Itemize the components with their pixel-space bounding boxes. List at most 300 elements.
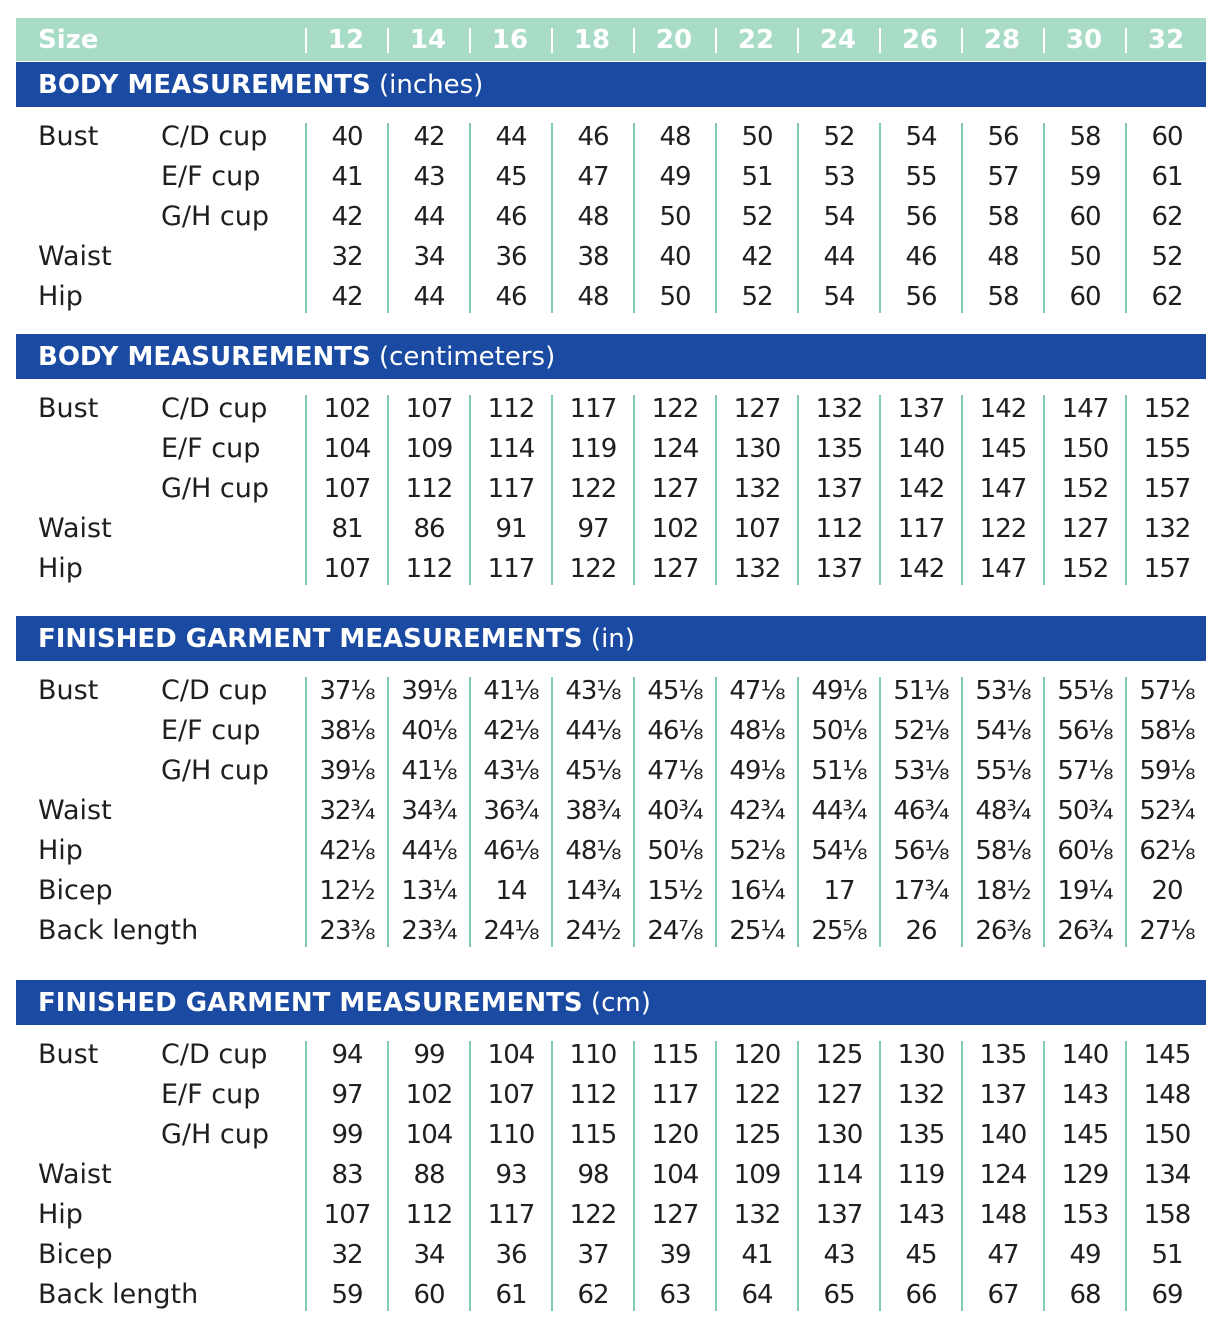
row-label: Waist: [38, 513, 112, 544]
table-cell: 115: [651, 1040, 699, 1070]
table-cell: 48⅛: [729, 716, 785, 746]
table-cell: 51: [741, 162, 773, 192]
table-cell: 25¼: [729, 916, 785, 946]
table-cell: 37: [577, 1240, 609, 1270]
table-cell: 66: [905, 1280, 937, 1310]
table-cell: 112: [569, 1080, 617, 1110]
table-cell: 130: [815, 1120, 863, 1150]
table-cell: 20: [1151, 876, 1183, 906]
table-cell: 97: [331, 1080, 363, 1110]
table-cell: 49: [1069, 1240, 1101, 1270]
row-label: Waist: [38, 795, 112, 826]
table-cell: 137: [979, 1080, 1027, 1110]
table-cell: 132: [733, 474, 781, 504]
table-cell: 12½: [319, 876, 375, 906]
size-separator: [1043, 28, 1045, 53]
table-cell: 122: [733, 1080, 781, 1110]
size-26: 26: [901, 25, 939, 55]
table-cell: 52: [741, 202, 773, 232]
table-cell: 61: [495, 1280, 527, 1310]
section-title-bold: BODY MEASUREMENTS: [38, 70, 371, 100]
table-cell: 59: [331, 1280, 363, 1310]
table-cell: 49⅛: [729, 756, 785, 786]
section-title-unit: (centimeters): [378, 342, 556, 372]
row-sublabel: E/F cup: [161, 161, 261, 192]
table-cell: 17¾: [893, 876, 949, 906]
table-cell: 69: [1151, 1280, 1183, 1310]
table-cell: 117: [487, 554, 535, 584]
table-cell: 46¾: [893, 796, 949, 826]
size-18: 18: [573, 25, 611, 55]
row-label: Hip: [38, 281, 83, 312]
table-cell: 148: [1143, 1080, 1191, 1110]
table-cell: 134: [1143, 1160, 1191, 1190]
table-cell: 44: [823, 242, 855, 272]
table-cell: 119: [569, 434, 617, 464]
table-cell: 62⅛: [1139, 836, 1195, 866]
table-cell: 122: [979, 514, 1027, 544]
section-title: [38, 70, 483, 100]
table-cell: 152: [1061, 554, 1109, 584]
table-cell: 119: [897, 1160, 945, 1190]
table-cell: 55⅛: [975, 756, 1031, 786]
table-cell: 50: [659, 282, 691, 312]
table-cell: 41⅛: [401, 756, 457, 786]
table-cell: 127: [815, 1080, 863, 1110]
table-cell: 53: [823, 162, 855, 192]
table-cell: 54: [905, 122, 937, 152]
size-separator: [879, 28, 881, 53]
table-cell: 41: [331, 162, 363, 192]
table-cell: 14¾: [565, 876, 621, 906]
table-cell: 132: [1143, 514, 1191, 544]
table-cell: 60: [1069, 282, 1101, 312]
table-cell: 52: [823, 122, 855, 152]
table-cell: 157: [1143, 554, 1191, 584]
table-cell: 42: [331, 202, 363, 232]
table-cell: 13¼: [401, 876, 457, 906]
table-cell: 155: [1143, 434, 1191, 464]
table-cell: 43: [413, 162, 445, 192]
size-16: 16: [491, 25, 529, 55]
row-sublabel: C/D cup: [161, 393, 268, 424]
size-28: 28: [983, 25, 1021, 55]
table-cell: 132: [815, 394, 863, 424]
table-cell: 56⅛: [1057, 716, 1113, 746]
table-cell: 110: [569, 1040, 617, 1070]
table-cell: 150: [1143, 1120, 1191, 1150]
table-cell: 46: [577, 122, 609, 152]
table-cell: 99: [331, 1120, 363, 1150]
table-cell: 107: [323, 1200, 371, 1230]
table-cell: 47: [577, 162, 609, 192]
table-cell: 60: [1151, 122, 1183, 152]
table-cell: 102: [651, 514, 699, 544]
table-cell: 150: [1061, 434, 1109, 464]
table-cell: 52: [1151, 242, 1183, 272]
row-sublabel: G/H cup: [161, 755, 269, 786]
table-cell: 63: [659, 1280, 691, 1310]
table-cell: 60⅛: [1057, 836, 1113, 866]
table-cell: 130: [733, 434, 781, 464]
table-cell: 115: [569, 1120, 617, 1150]
table-cell: 54: [823, 282, 855, 312]
table-cell: 135: [897, 1120, 945, 1150]
table-cell: 24⅞: [647, 916, 703, 946]
table-cell: 83: [331, 1160, 363, 1190]
section-title-unit: (in): [590, 624, 635, 654]
table-cell: 153: [1061, 1200, 1109, 1230]
table-cell: 125: [733, 1120, 781, 1150]
table-cell: 14: [495, 876, 527, 906]
table-cell: 58⅛: [1139, 716, 1195, 746]
table-cell: 19¼: [1057, 876, 1113, 906]
table-cell: 107: [405, 394, 453, 424]
table-cell: 53⅛: [975, 676, 1031, 706]
table-cell: 17: [823, 876, 855, 906]
table-cell: 117: [487, 1200, 535, 1230]
table-cell: 23¾: [401, 916, 457, 946]
table-cell: 147: [1061, 394, 1109, 424]
table-cell: 127: [651, 554, 699, 584]
table-cell: 56: [905, 282, 937, 312]
table-cell: 65: [823, 1280, 855, 1310]
table-cell: 60: [413, 1280, 445, 1310]
table-cell: 122: [569, 1200, 617, 1230]
table-cell: 91: [495, 514, 527, 544]
table-cell: 52: [741, 282, 773, 312]
table-cell: 114: [487, 434, 535, 464]
table-cell: 27⅛: [1139, 916, 1195, 946]
table-cell: 127: [651, 1200, 699, 1230]
size-24: 24: [819, 25, 857, 55]
table-cell: 122: [651, 394, 699, 424]
table-cell: 45: [905, 1240, 937, 1270]
table-cell: 86: [413, 514, 445, 544]
size-separator: [387, 28, 389, 53]
row-sublabel: G/H cup: [161, 201, 269, 232]
row-label: Bust: [38, 121, 99, 152]
table-cell: 62: [577, 1280, 609, 1310]
table-cell: 145: [1061, 1120, 1109, 1150]
table-cell: 42: [331, 282, 363, 312]
table-cell: 124: [651, 434, 699, 464]
table-cell: 18½: [975, 876, 1031, 906]
row-label: Waist: [38, 1159, 112, 1190]
table-cell: 52¾: [1139, 796, 1195, 826]
table-cell: 99: [413, 1040, 445, 1070]
table-cell: 104: [651, 1160, 699, 1190]
table-cell: 42: [413, 122, 445, 152]
table-cell: 36: [495, 1240, 527, 1270]
table-cell: 137: [815, 1200, 863, 1230]
table-cell: 23⅜: [319, 916, 375, 946]
size-22: 22: [737, 25, 775, 55]
table-cell: 109: [405, 434, 453, 464]
table-cell: 127: [733, 394, 781, 424]
table-cell: 145: [979, 434, 1027, 464]
table-cell: 53⅛: [893, 756, 949, 786]
row-label: Waist: [38, 241, 112, 272]
table-cell: 124: [979, 1160, 1027, 1190]
row-sublabel: G/H cup: [161, 473, 269, 504]
table-cell: 104: [405, 1120, 453, 1150]
table-cell: 57⅛: [1139, 676, 1195, 706]
table-cell: 44¾: [811, 796, 867, 826]
row-sublabel: C/D cup: [161, 121, 268, 152]
table-cell: 142: [979, 394, 1027, 424]
table-cell: 127: [651, 474, 699, 504]
table-cell: 127: [1061, 514, 1109, 544]
size-32: 32: [1147, 25, 1185, 55]
section-title: [38, 988, 651, 1018]
table-cell: 38: [577, 242, 609, 272]
table-cell: 104: [323, 434, 371, 464]
table-cell: 50⅛: [811, 716, 867, 746]
size-separator: [469, 28, 471, 53]
table-cell: 132: [733, 1200, 781, 1230]
section-title: [38, 342, 555, 372]
size-20: 20: [655, 25, 693, 55]
table-cell: 58⅛: [975, 836, 1031, 866]
table-cell: 137: [815, 474, 863, 504]
table-cell: 40¾: [647, 796, 703, 826]
table-cell: 36¾: [483, 796, 539, 826]
table-cell: 140: [1061, 1040, 1109, 1070]
table-cell: 32: [331, 242, 363, 272]
table-cell: 50⅛: [647, 836, 703, 866]
table-cell: 102: [323, 394, 371, 424]
table-cell: 50¾: [1057, 796, 1113, 826]
table-cell: 50: [659, 202, 691, 232]
table-cell: 107: [323, 474, 371, 504]
table-cell: 15½: [647, 876, 703, 906]
table-cell: 58: [987, 202, 1019, 232]
table-cell: 117: [569, 394, 617, 424]
table-cell: 107: [487, 1080, 535, 1110]
table-cell: 132: [733, 554, 781, 584]
table-cell: 46⅛: [483, 836, 539, 866]
table-cell: 62: [1151, 202, 1183, 232]
table-cell: 42: [741, 242, 773, 272]
table-cell: 112: [405, 474, 453, 504]
section-header-2: [16, 616, 1206, 661]
table-cell: 34¾: [401, 796, 457, 826]
row-label: Bust: [38, 675, 99, 706]
table-cell: 42⅛: [319, 836, 375, 866]
table-cell: 140: [897, 434, 945, 464]
row-sublabel: G/H cup: [161, 1119, 269, 1150]
table-cell: 42⅛: [483, 716, 539, 746]
table-cell: 55⅛: [1057, 676, 1113, 706]
table-cell: 114: [815, 1160, 863, 1190]
row-label: Hip: [38, 553, 83, 584]
table-cell: 112: [487, 394, 535, 424]
table-cell: 158: [1143, 1200, 1191, 1230]
table-cell: 46⅛: [647, 716, 703, 746]
table-cell: 32: [331, 1240, 363, 1270]
table-cell: 143: [1061, 1080, 1109, 1110]
table-cell: 26¾: [1057, 916, 1113, 946]
table-cell: 59⅛: [1139, 756, 1195, 786]
row-sublabel: E/F cup: [161, 1079, 261, 1110]
size-separator: [305, 28, 307, 53]
section-header-1: [16, 334, 1206, 379]
table-cell: 56⅛: [893, 836, 949, 866]
table-cell: 102: [405, 1080, 453, 1110]
table-cell: 125: [815, 1040, 863, 1070]
table-cell: 107: [323, 554, 371, 584]
table-cell: 42¾: [729, 796, 785, 826]
section-title: [38, 624, 635, 654]
table-cell: 48⅛: [565, 836, 621, 866]
table-cell: 112: [405, 1200, 453, 1230]
table-cell: 39: [659, 1240, 691, 1270]
table-cell: 157: [1143, 474, 1191, 504]
size-separator: [633, 28, 635, 53]
table-cell: 38¾: [565, 796, 621, 826]
table-cell: 81: [331, 514, 363, 544]
table-cell: 45: [495, 162, 527, 192]
table-cell: 56: [905, 202, 937, 232]
size-separator: [797, 28, 799, 53]
table-cell: 36: [495, 242, 527, 272]
table-cell: 147: [979, 474, 1027, 504]
table-cell: 44⅛: [565, 716, 621, 746]
table-cell: 44: [413, 202, 445, 232]
table-cell: 54⅛: [975, 716, 1031, 746]
table-cell: 117: [897, 514, 945, 544]
table-cell: 57: [987, 162, 1019, 192]
table-cell: 137: [815, 554, 863, 584]
table-cell: 88: [413, 1160, 445, 1190]
table-cell: 57⅛: [1057, 756, 1113, 786]
table-cell: 143: [897, 1200, 945, 1230]
table-cell: 122: [569, 554, 617, 584]
table-cell: 104: [487, 1040, 535, 1070]
table-cell: 122: [569, 474, 617, 504]
section-title-bold: FINISHED GARMENT MEASUREMENTS: [38, 988, 583, 1018]
table-cell: 94: [331, 1040, 363, 1070]
section-title-unit: (inches): [378, 70, 484, 100]
table-cell: 48: [577, 202, 609, 232]
table-cell: 47⅛: [647, 756, 703, 786]
size-30: 30: [1065, 25, 1103, 55]
table-cell: 40: [659, 242, 691, 272]
table-cell: 25⅝: [811, 916, 867, 946]
table-cell: 41: [741, 1240, 773, 1270]
table-cell: 32¾: [319, 796, 375, 826]
table-cell: 140: [979, 1120, 1027, 1150]
table-cell: 61: [1151, 162, 1183, 192]
table-cell: 39⅛: [401, 676, 457, 706]
row-sublabel: C/D cup: [161, 1039, 268, 1070]
table-cell: 152: [1143, 394, 1191, 424]
table-cell: 46: [495, 282, 527, 312]
table-cell: 68: [1069, 1280, 1101, 1310]
size-separator: [1125, 28, 1127, 53]
table-cell: 98: [577, 1160, 609, 1190]
table-cell: 67: [987, 1280, 1019, 1310]
row-label: Bicep: [38, 875, 113, 906]
table-cell: 45⅛: [647, 676, 703, 706]
row-label: Bust: [38, 393, 99, 424]
row-label: Back length: [38, 1279, 199, 1310]
table-cell: 147: [979, 554, 1027, 584]
table-cell: 112: [815, 514, 863, 544]
table-cell: 132: [897, 1080, 945, 1110]
table-cell: 44⅛: [401, 836, 457, 866]
table-cell: 142: [897, 554, 945, 584]
table-cell: 38⅛: [319, 716, 375, 746]
table-cell: 60: [1069, 202, 1101, 232]
table-cell: 54: [823, 202, 855, 232]
table-cell: 45⅛: [565, 756, 621, 786]
section-title-unit: (cm): [590, 988, 651, 1018]
size-14: 14: [409, 25, 447, 55]
table-cell: 49: [659, 162, 691, 192]
row-label: Back length: [38, 915, 199, 946]
table-cell: 40⅛: [401, 716, 457, 746]
size-separator: [551, 28, 553, 53]
table-cell: 56: [987, 122, 1019, 152]
table-cell: 48: [987, 242, 1019, 272]
section-header-3: [16, 980, 1206, 1025]
table-cell: 48: [659, 122, 691, 152]
table-cell: 107: [733, 514, 781, 544]
row-sublabel: E/F cup: [161, 715, 261, 746]
table-cell: 50: [741, 122, 773, 152]
table-cell: 51: [1151, 1240, 1183, 1270]
row-label: Bust: [38, 1039, 99, 1070]
table-cell: 37⅛: [319, 676, 375, 706]
table-cell: 112: [405, 554, 453, 584]
row-label: Hip: [38, 1199, 83, 1230]
table-cell: 117: [487, 474, 535, 504]
table-cell: 44: [495, 122, 527, 152]
table-cell: 16¼: [729, 876, 785, 906]
table-cell: 93: [495, 1160, 527, 1190]
table-cell: 44: [413, 282, 445, 312]
table-cell: 130: [897, 1040, 945, 1070]
row-label: Hip: [38, 835, 83, 866]
table-cell: 51⅛: [893, 676, 949, 706]
section-title-bold: BODY MEASUREMENTS: [38, 342, 371, 372]
table-cell: 40: [331, 122, 363, 152]
table-cell: 48: [577, 282, 609, 312]
section-title-bold: FINISHED GARMENT MEASUREMENTS: [38, 624, 583, 654]
table-cell: 47: [987, 1240, 1019, 1270]
table-cell: 148: [979, 1200, 1027, 1230]
table-cell: 135: [979, 1040, 1027, 1070]
row-sublabel: C/D cup: [161, 675, 268, 706]
table-cell: 46: [495, 202, 527, 232]
row-sublabel: E/F cup: [161, 433, 261, 464]
table-cell: 47⅛: [729, 676, 785, 706]
table-cell: 43⅛: [483, 756, 539, 786]
table-cell: 117: [651, 1080, 699, 1110]
section-header-0: [16, 62, 1206, 107]
table-cell: 48¾: [975, 796, 1031, 826]
size-label: Size: [38, 25, 99, 55]
table-cell: 109: [733, 1160, 781, 1190]
table-cell: 135: [815, 434, 863, 464]
table-cell: 34: [413, 242, 445, 272]
table-cell: 137: [897, 394, 945, 424]
table-cell: 34: [413, 1240, 445, 1270]
table-cell: 59: [1069, 162, 1101, 192]
table-cell: 110: [487, 1120, 535, 1150]
